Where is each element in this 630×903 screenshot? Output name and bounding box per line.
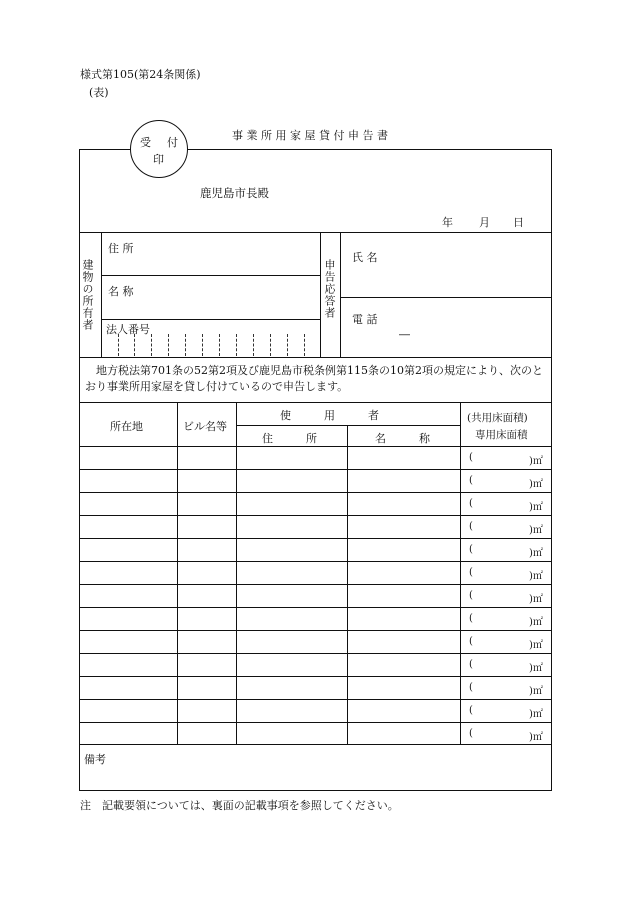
rule [101, 275, 320, 276]
area-open-paren: ( [469, 567, 473, 578]
respondent-label: 申告応答者 [323, 259, 336, 319]
area-unit: )㎡ [529, 479, 543, 490]
table-row[interactable] [80, 562, 550, 584]
stamp-in: 印 [153, 153, 164, 166]
addressee: 鹿児島市長殿 [200, 186, 269, 200]
table-row[interactable] [80, 539, 550, 561]
area-unit: )㎡ [529, 663, 543, 674]
col-area-private: 専用床面積 [475, 429, 528, 441]
area-unit: )㎡ [529, 571, 543, 582]
table-row[interactable] [80, 700, 550, 722]
area-unit: )㎡ [529, 525, 543, 536]
table-row[interactable] [80, 585, 550, 607]
form-title: 事 業 所 用 家 屋 貸 付 申 告 書 [232, 129, 388, 142]
col-user-name: 名 称 [375, 432, 430, 445]
stamp-tsuke: 付 [167, 136, 178, 149]
area-unit: )㎡ [529, 640, 543, 651]
owner-label: 建物の所有者 [81, 259, 94, 331]
footnote: 注 記載要領については、裏面の記載事項を参照してください。 [80, 799, 399, 812]
table-row[interactable] [80, 723, 550, 745]
table-row[interactable] [80, 516, 550, 538]
rule [79, 357, 551, 358]
reception-stamp [130, 120, 188, 178]
respondent-name-label: 氏 名 [352, 251, 378, 264]
area-unit: )㎡ [529, 456, 543, 467]
col-location: 所在地 [110, 420, 143, 433]
table-row[interactable] [80, 447, 550, 469]
col-building: ビル名等 [183, 420, 227, 433]
area-unit: )㎡ [529, 617, 543, 628]
area-unit: )㎡ [529, 502, 543, 513]
rule [236, 425, 460, 426]
respondent-phone-label: 電 話 [352, 313, 378, 326]
area-open-paren: ( [469, 544, 473, 555]
date-day[interactable]: 日 [513, 216, 524, 229]
area-open-paren: ( [469, 705, 473, 716]
table-row[interactable] [80, 654, 550, 676]
area-open-paren: ( [469, 452, 473, 463]
rule [79, 232, 551, 233]
table-row[interactable] [80, 608, 550, 630]
area-open-paren: ( [469, 682, 473, 693]
form-number: 様式第105(第24条関係) [80, 68, 201, 81]
area-open-paren: ( [469, 521, 473, 532]
owner-name-label: 名 称 [108, 285, 134, 298]
area-unit: )㎡ [529, 594, 543, 605]
table-row[interactable] [80, 470, 550, 492]
col-user: 使 用 者 [280, 409, 379, 422]
owner-address-label: 住 所 [108, 242, 134, 255]
area-unit: )㎡ [529, 686, 543, 697]
form-side: (表) [89, 86, 109, 99]
rule [340, 297, 551, 298]
table-row[interactable] [80, 493, 550, 515]
remarks-label: 備考 [84, 753, 106, 766]
area-open-paren: ( [469, 728, 473, 739]
area-open-paren: ( [469, 613, 473, 624]
col-area-common: (共用床面積) [467, 412, 528, 424]
area-open-paren: ( [469, 659, 473, 670]
table-row[interactable] [80, 677, 550, 699]
phone-dash: ― [399, 328, 410, 341]
area-unit: )㎡ [529, 548, 543, 559]
date-month[interactable]: 月 [479, 216, 490, 229]
rule [340, 232, 341, 357]
rule [79, 402, 551, 403]
declaration-text: 地方税法第701条の52第2項及び鹿児島市税条例第115条の10第2項の規定により、次のとおり事業所用家屋を貸し付けているので申告します。 [85, 364, 543, 393]
area-open-paren: ( [469, 498, 473, 509]
rule [320, 232, 321, 357]
col-user-address: 住 所 [262, 432, 317, 445]
table-row[interactable] [80, 631, 550, 653]
date-year[interactable]: 年 [442, 216, 453, 229]
area-open-paren: ( [469, 475, 473, 486]
corp-number-boxes[interactable] [101, 334, 320, 357]
corp-number-label: 法人番号 [106, 323, 150, 336]
area-unit: )㎡ [529, 732, 543, 743]
rule [101, 319, 320, 320]
area-open-paren: ( [469, 590, 473, 601]
remarks-field[interactable] [80, 745, 550, 789]
stamp-uke: 受 [140, 136, 151, 149]
area-unit: )㎡ [529, 709, 543, 720]
area-open-paren: ( [469, 636, 473, 647]
